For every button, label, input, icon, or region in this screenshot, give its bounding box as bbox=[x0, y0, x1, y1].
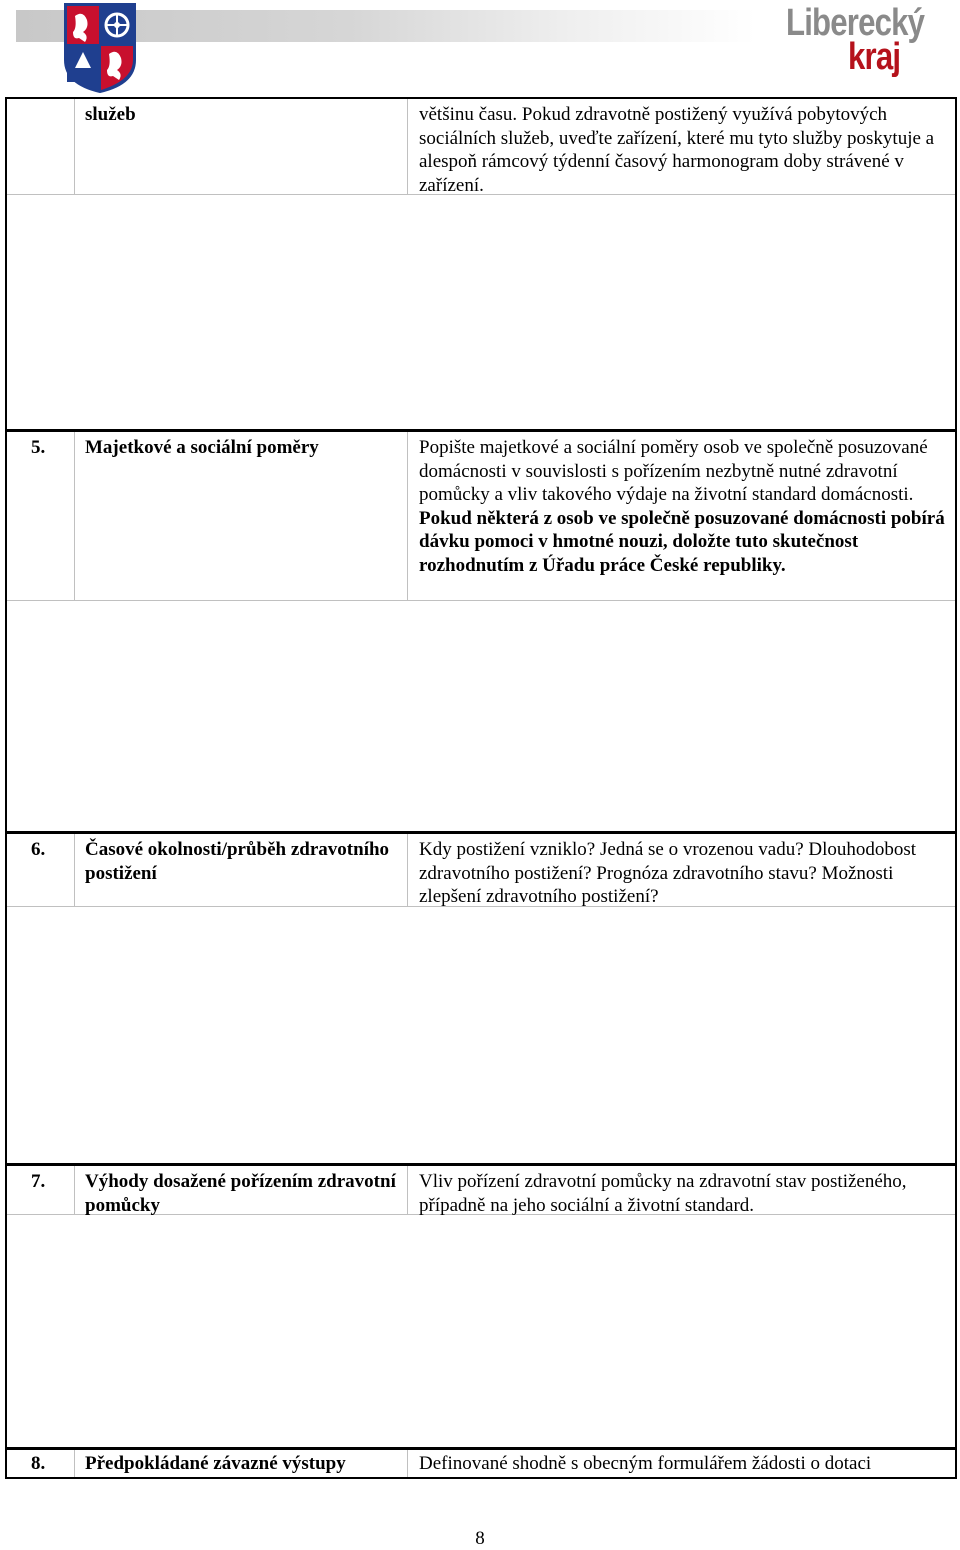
row-label: Majetkové a sociální poměry bbox=[75, 432, 408, 600]
logo-line-1: Liberecký bbox=[786, 2, 925, 44]
answer-area[interactable] bbox=[7, 907, 955, 1163]
table-row bbox=[7, 831, 955, 907]
row-number: 5. bbox=[7, 432, 75, 600]
table-row bbox=[7, 429, 955, 601]
row-description-text: Popište majetkové a sociální poměry osob ve společně posuzované domácnosti v souvislosti s pořízením nezbytně nutné zdravotní pomůcky a vliv takového výdaje na životní standard domácnosti. bbox=[419, 437, 928, 505]
row-description-bold: Pokud některá z osob ve společně posuzované domácnosti pobírá dávku pomoci v hmotné nouzi, doložte tuto skutečnost rozhodnutím z Úřadu práce České republiky. bbox=[419, 507, 945, 576]
row-description: většinu času. Pokud zdravotně postižený využívá pobytových sociálních služeb, uveďte zařízení, které mu tyto služby poskytuje a alespoň rámcový týdenní časový harmonogram doby strávené v zařízení. bbox=[419, 104, 935, 196]
answer-area[interactable] bbox=[7, 1215, 955, 1447]
row-label: Výhody dosažené pořízením zdravotní pomůcky bbox=[75, 1166, 408, 1214]
row-label: Časové okolnosti/průběh zdravotního postižení bbox=[75, 834, 408, 906]
logo-line-2: kraj bbox=[848, 36, 901, 78]
row-number: 8. bbox=[7, 1450, 75, 1477]
row-description: Definované shodně s obecným formulářem žádosti o dotaci bbox=[419, 1453, 872, 1474]
liberecky-kraj-logo bbox=[786, 2, 946, 78]
table-row bbox=[7, 1447, 955, 1477]
row-description: Kdy postižení vzniklo? Jedná se o vrozenou vadu? Dlouhodobost zdravotního postižení? Prognóza zdravotního stavu? Možnosti zlepšení zdravotního postižení? bbox=[419, 839, 917, 907]
row-label: Předpokládané závazné výstupy bbox=[75, 1450, 408, 1477]
table-row bbox=[7, 1163, 955, 1215]
answer-area[interactable] bbox=[7, 195, 955, 429]
row-description bbox=[408, 432, 955, 600]
liberec-region-crest-logo bbox=[63, 2, 137, 94]
row-number: 6. bbox=[7, 834, 75, 906]
page-number: 8 bbox=[475, 1528, 485, 1549]
row-number: 7. bbox=[7, 1166, 75, 1214]
row-number bbox=[7, 99, 75, 194]
row-description: Vliv pořízení zdravotní pomůcky na zdravotní stav postiženého, případně na jeho sociální a životní standard. bbox=[419, 1171, 907, 1216]
row-label: služeb bbox=[75, 99, 408, 194]
form-table bbox=[5, 97, 957, 1479]
table-row bbox=[7, 99, 955, 195]
answer-area[interactable] bbox=[7, 601, 955, 831]
